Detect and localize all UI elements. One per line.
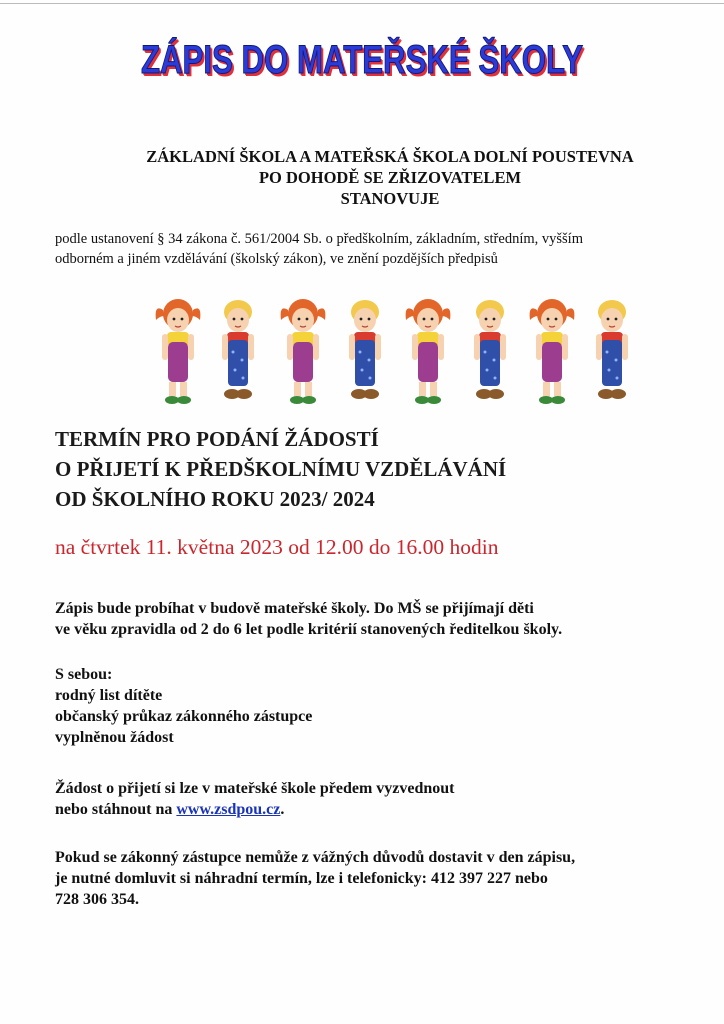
girl-figure (150, 290, 206, 408)
alternative-paragraph (55, 847, 705, 910)
school-block (90, 146, 690, 209)
bring-item-id-card: občanský průkaz zákonného zástupce (55, 708, 313, 725)
legal-line-2: odborném a jiném vzdělávání (školský zákon), ve znění pozdějších předpisů (55, 251, 498, 267)
bring-item-birth-certificate: rodný list dítěte (55, 687, 163, 704)
alternative-line-2: je nutné domluvit si náhradní termín, lze i telefonicky: 412 397 227 nebo (55, 870, 548, 887)
alternative-line-1: Pokud se zákonný zástupce nemůže z vážných důvodů dostavit v den zápisu, (55, 849, 576, 866)
legal-line-1: podle ustanovení § 34 zákona č. 561/2004 Sb. o předškolním, základním, středním, vyšším (55, 231, 583, 247)
application-line-2 (55, 799, 705, 820)
page-title: ZÁPIS DO MATEŘSKÉ ŠKOLY (140, 38, 584, 82)
children-illustration (150, 290, 630, 420)
top-border-line (0, 3, 724, 4)
alternative-line-3: 728 306 354. (55, 891, 139, 908)
girl-figure (400, 290, 456, 408)
deadline-heading (55, 424, 695, 514)
boy-figure (337, 290, 393, 408)
heading-line-3: OD ŠKOLNÍHO ROKU 2023/ 2024 (55, 487, 375, 511)
info-line-2: ve věku zpravidla od 2 do 6 let podle kritérií stanovených ředitelkou školy. (55, 621, 563, 638)
enrollment-date: na čtvrtek 11. května 2023 od 12.00 do 16.00 hodin (55, 535, 499, 559)
website-link[interactable]: www.zsdpou.cz (176, 801, 281, 818)
heading-line-2: O PŘIJETÍ K PŘEDŠKOLNÍMU VZDĚLÁVÁNÍ (55, 457, 507, 481)
boy-figure (462, 290, 518, 408)
school-sets: STANOVUJE (340, 189, 440, 208)
bring-item-application: vyplněnou žádost (55, 729, 174, 746)
application-line-1: Žádost o přijetí si lze v mateřské škole předem vyzvednout (55, 780, 455, 797)
info-line-1: Zápis bude probíhat v budově mateřské školy. Do MŠ se přijímají děti (55, 600, 534, 617)
application-prefix: nebo stáhnout na (55, 801, 173, 818)
bring-list (55, 664, 705, 748)
girl-figure (524, 290, 580, 408)
info-paragraph (55, 598, 705, 640)
girl-figure (275, 290, 331, 408)
application-paragraph (55, 778, 705, 820)
boy-figure (584, 290, 640, 408)
heading-line-1: TERMÍN PRO PODÁNÍ ŽÁDOSTÍ (55, 427, 379, 451)
application-suffix: . (280, 801, 285, 818)
school-agreement: PO DOHODĚ SE ZŘIZOVATELEM (258, 168, 522, 187)
school-name: ZÁKLADNÍ ŠKOLA A MATEŘSKÁ ŠKOLA DOLNÍ POUSTEVNA (146, 147, 634, 166)
boy-figure (210, 290, 266, 408)
legal-basis (55, 229, 695, 269)
bring-heading: S sebou: (55, 666, 113, 683)
